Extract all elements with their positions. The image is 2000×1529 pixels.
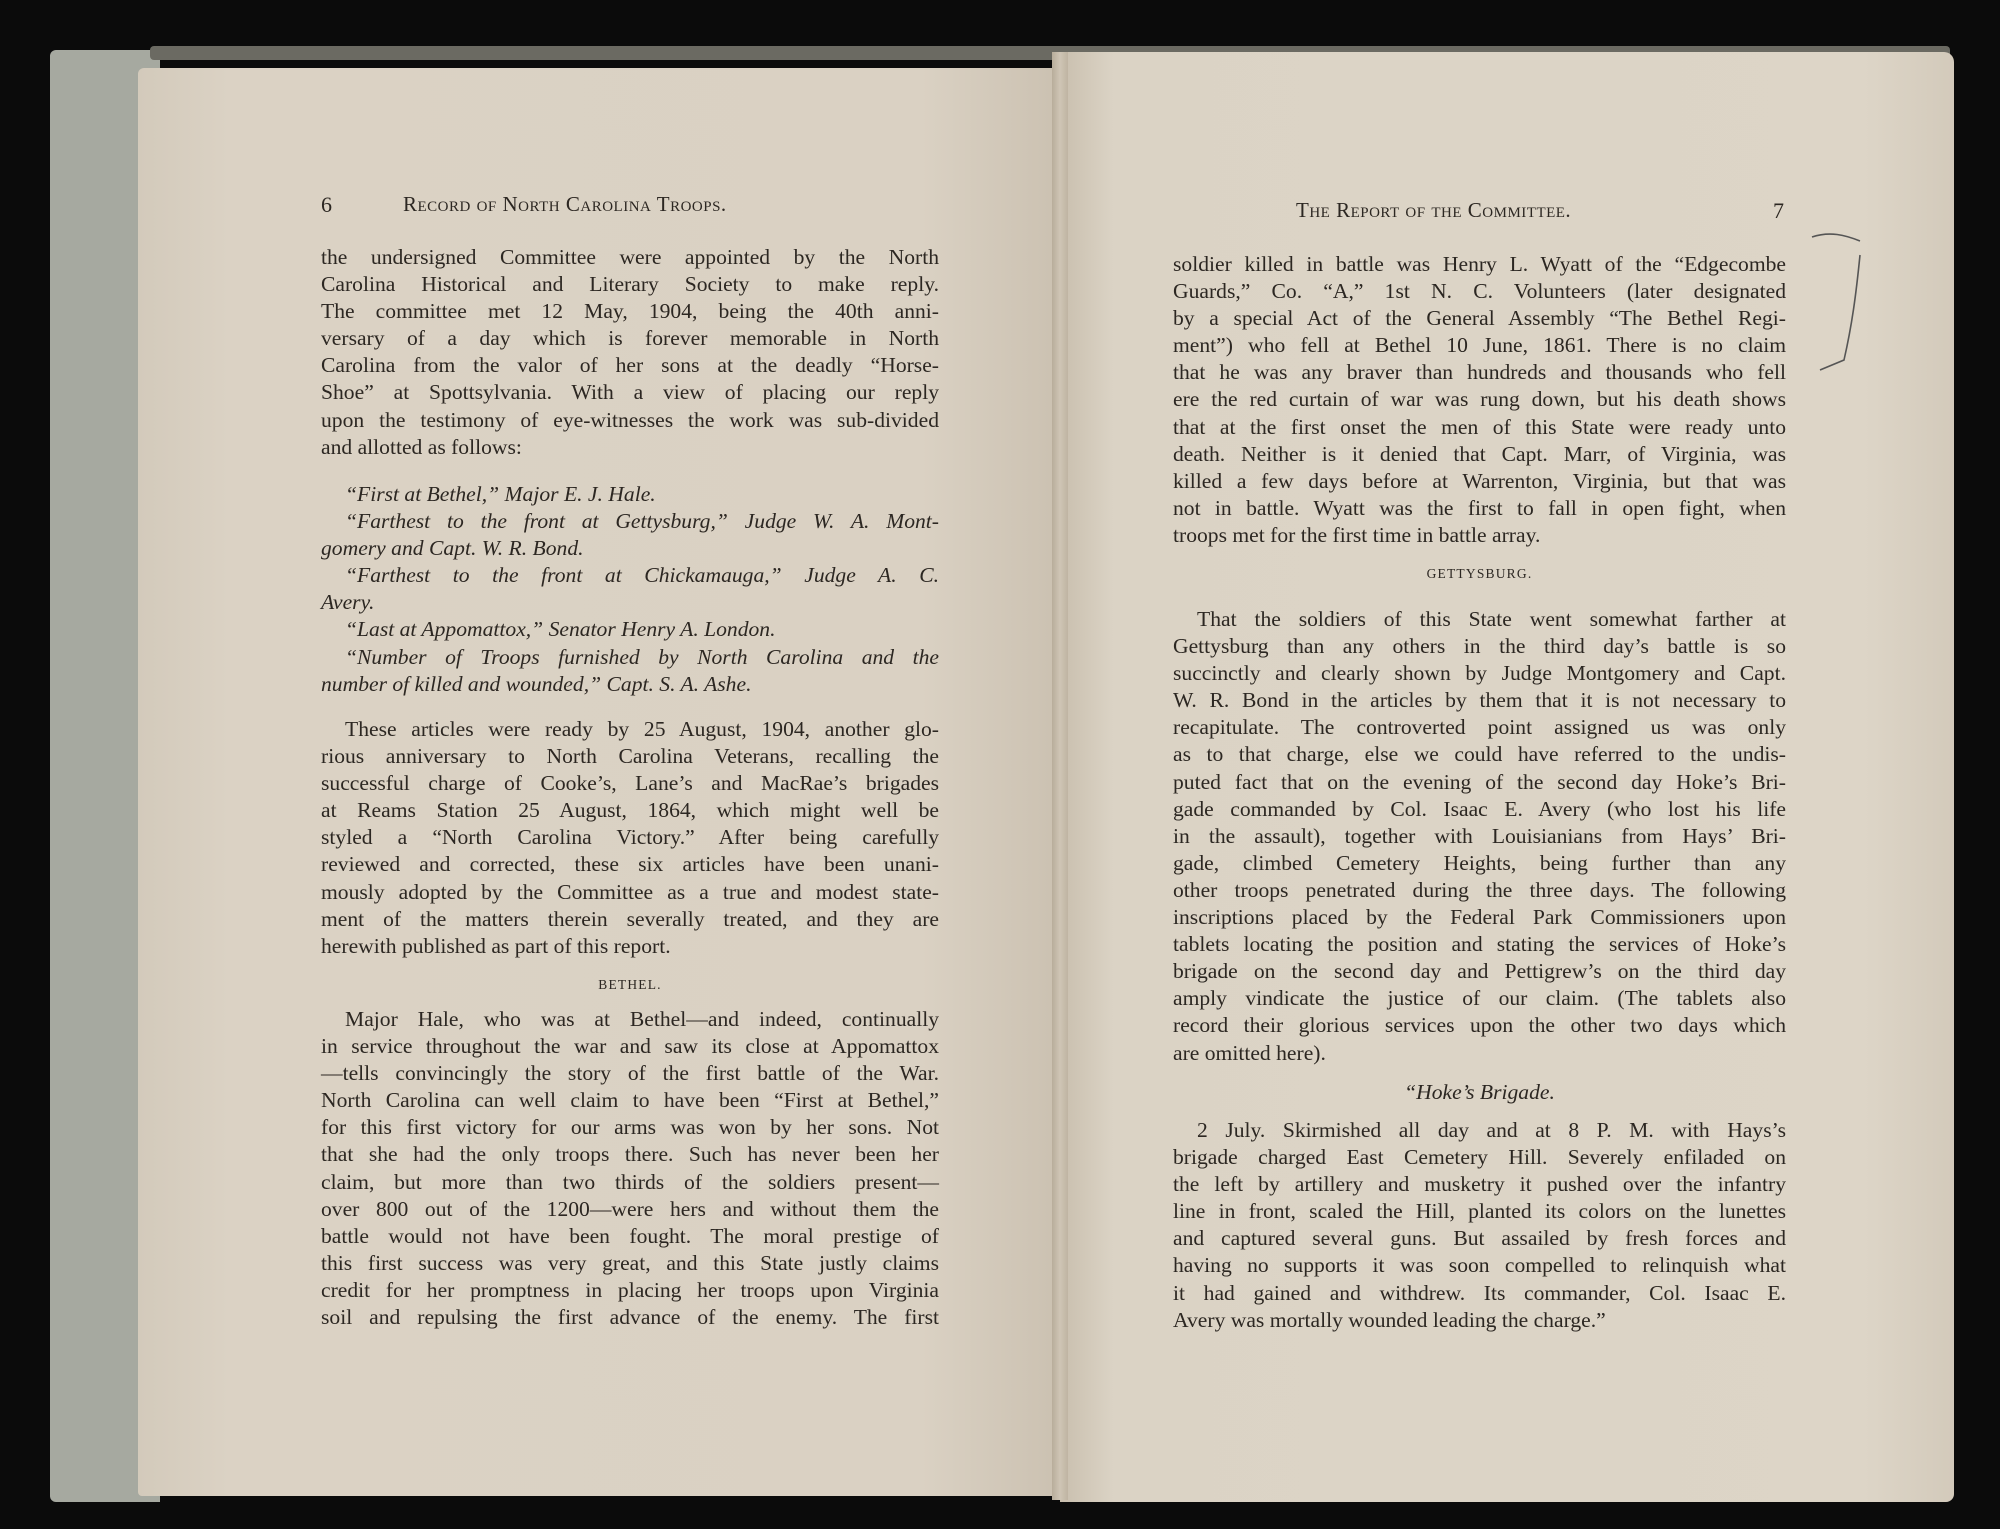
text-line: “Farthest to the front at Gettysburg,” Judge W. A. Mont-: [345, 509, 939, 534]
text-line: gomery and Capt. W. R. Bond.: [321, 536, 584, 561]
assignment-item: [321, 562, 939, 616]
text-line: claim, but more than two thirds of the soldiers present—: [321, 1169, 939, 1194]
text-line: troops met for the first time in battle array.: [1173, 522, 1541, 547]
text-line: That the soldiers of this State went somewhat farther at: [1197, 607, 1786, 631]
text-line: amply vindicate the justice of our claim. (The tablets also: [1173, 986, 1786, 1011]
text-line: it had gained and withdrew. Its commander, Col. Isaac E.: [1173, 1280, 1786, 1305]
text-line: having no supports it was soon compelled to relinquish what: [1173, 1253, 1786, 1278]
text-line: not in battle. Wyatt was the first to fall in open fight, when: [1173, 495, 1786, 520]
running-head-right: The Report of the Committee.: [1296, 198, 1572, 222]
text-line: reviewed and corrected, these six articles have been unani-: [321, 852, 939, 877]
book-gutter: [1052, 52, 1068, 1500]
text-line: line in front, scaled the Hill, planted its colors on the lunettes: [1173, 1199, 1786, 1224]
page-number-right: 7: [1773, 198, 1784, 223]
text-line: at Reams Station 25 August, 1864, which might well be: [321, 798, 939, 823]
text-line: battle would not have been fought. The moral prestige of: [321, 1223, 939, 1248]
text-line: W. R. Bond in the articles by them that it is not necessary to: [1173, 688, 1786, 713]
text-line: in the assault), together with Louisianians from Hays’ Bri-: [1173, 823, 1786, 848]
text-line: “Last at Appomattox,” Senator Henry A. London.: [345, 617, 776, 642]
text-line: Avery.: [321, 590, 375, 615]
text-line: number of killed and wounded,” Capt. S. A. Ashe.: [321, 671, 752, 696]
text-line: North Carolina can well claim to have been “First at Bethel,”: [321, 1088, 939, 1113]
text-line: Gettysburg than any others in the third day’s battle is so: [1173, 634, 1786, 659]
text-line: the left by artillery and musketry it pushed over the infantry: [1173, 1172, 1786, 1197]
text-line: Shoe” at Spottsylvania. With a view of placing our reply: [321, 380, 939, 405]
page-number-left: 6: [321, 192, 332, 217]
text-line: “First at Bethel,” Major E. J. Hale.: [345, 482, 656, 506]
text-line: inscriptions placed by the Federal Park Commissioners upon: [1173, 905, 1786, 930]
text-line: soldier killed in battle was Henry L. Wyatt of the “Edgecombe: [1173, 252, 1786, 276]
section-heading-gettysburg: GETTYSBURG.: [1426, 566, 1533, 581]
text-line: that at the first onset the men of this State were ready unto: [1173, 414, 1786, 439]
text-line: and allotted as follows:: [321, 434, 522, 459]
text-line: rious anniversary to North Carolina Veterans, recalling the: [321, 744, 939, 769]
text-line: ment”) who fell at Bethel 10 June, 1861. There is no claim: [1173, 333, 1786, 358]
text-line: over 800 out of the 1200—were hers and without them the: [321, 1196, 939, 1221]
text-line: that he was any braver than hundreds and thousands who fell: [1173, 360, 1786, 385]
inscription-title: “Hoke’s Brigade.: [1404, 1080, 1555, 1104]
text-line: puted fact that on the evening of the second day Hoke’s Bri-: [1173, 769, 1786, 794]
text-line: 2 July. Skirmished all day and at 8 P. M. with Hays’s: [1197, 1118, 1786, 1142]
text-line: styled a “North Carolina Victory.” After being carefully: [321, 825, 939, 850]
text-line: These articles were ready by 25 August, 1904, another glo-: [345, 717, 939, 741]
text-line: and captured several guns. But assailed by fresh forces and: [1173, 1226, 1786, 1251]
section-heading-bethel: BETHEL.: [598, 977, 662, 992]
text-line: gade, climbed Cemetery Heights, being further than any: [1173, 850, 1786, 875]
paragraph: [321, 1006, 939, 1331]
text-line: record their glorious services upon the other two days which: [1173, 1013, 1786, 1038]
text-line: credit for her promptness in placing her troops upon Virginia: [321, 1277, 939, 1302]
paragraph: [1173, 251, 1786, 549]
assignment-item: [321, 481, 939, 508]
text-line: versary of a day which is forever memorable in North: [321, 326, 939, 351]
text-line: herewith published as part of this report.: [321, 933, 671, 958]
text-line: are omitted here).: [1173, 1040, 1326, 1065]
text-line: other troops penetrated during the three days. The following: [1173, 877, 1786, 902]
pencil-margin-mark: [1800, 225, 1870, 385]
paragraph: [321, 244, 939, 461]
text-line: Carolina Historical and Literary Society to make reply.: [321, 272, 939, 297]
text-line: brigade on the second day and Pettigrew’s on the third day: [1173, 959, 1786, 984]
text-line: upon the testimony of eye-witnesses the work was sub-divided: [321, 407, 939, 432]
running-head-left: Record of North Carolina Troops.: [403, 192, 727, 216]
text-line: Guards,” Co. “A,” 1st N. C. Volunteers (later designated: [1173, 279, 1786, 304]
text-line: as to that charge, else we could have referred to the undis-: [1173, 742, 1786, 767]
assignment-list: [321, 481, 939, 698]
text-line: ment of the matters therein severally treated, and they are: [321, 906, 939, 931]
text-line: this first success was very great, and this State justly claims: [321, 1250, 939, 1275]
text-line: mously adopted by the Committee as a true and modest state-: [321, 879, 939, 904]
text-line: gade commanded by Col. Isaac E. Avery (who lost his life: [1173, 796, 1786, 821]
text-line: Carolina from the valor of her sons at the deadly “Horse-: [321, 353, 939, 378]
assignment-item: [321, 508, 939, 562]
text-line: succinctly and clearly shown by Judge Montgomery and Capt.: [1173, 661, 1786, 686]
text-line: death. Neither is it denied that Capt. Marr, of Virginia, was: [1173, 441, 1786, 466]
text-line: brigade charged East Cemetery Hill. Severely enfiladed on: [1173, 1145, 1786, 1170]
text-line: tablets locating the position and stating the services of Hoke’s: [1173, 932, 1786, 957]
paragraph: [321, 716, 939, 960]
text-line: the undersigned Committee were appointed by the North: [321, 245, 939, 269]
text-line: The committee met 12 May, 1904, being the 40th anni-: [321, 299, 939, 324]
text-line: soil and repulsing the first advance of the enemy. The first: [321, 1305, 939, 1330]
assignment-item: [321, 616, 939, 643]
text-line: in service throughout the war and saw its close at Appomattox: [321, 1034, 939, 1059]
text-line: recapitulate. The controverted point assigned us was only: [1173, 715, 1786, 740]
text-line: “Farthest to the front at Chickamauga,” Judge A. C.: [345, 563, 939, 588]
text-line: by a special Act of the General Assembly “The Bethel Regi-: [1173, 306, 1786, 331]
text-line: killed a few days before at Warrenton, Virginia, but that was: [1173, 468, 1786, 493]
text-line: Major Hale, who was at Bethel—and indeed, continually: [345, 1007, 939, 1031]
paragraph: [1173, 1117, 1786, 1334]
text-line: ere the red curtain of war was rung down, but his death shows: [1173, 387, 1786, 412]
text-line: “Number of Troops furnished by North Carolina and the: [345, 644, 939, 669]
assignment-item: [321, 644, 939, 698]
text-line: Avery was mortally wounded leading the charge.”: [1173, 1307, 1606, 1332]
text-line: successful charge of Cooke’s, Lane’s and MacRae’s brigades: [321, 771, 939, 796]
text-line: —tells convincingly the story of the first battle of the War.: [321, 1061, 939, 1086]
paragraph: [1173, 606, 1786, 1067]
text-line: for this first victory for our arms was won by her sons. Not: [321, 1115, 939, 1140]
text-line: that she had the only troops there. Such has never been her: [321, 1142, 939, 1167]
